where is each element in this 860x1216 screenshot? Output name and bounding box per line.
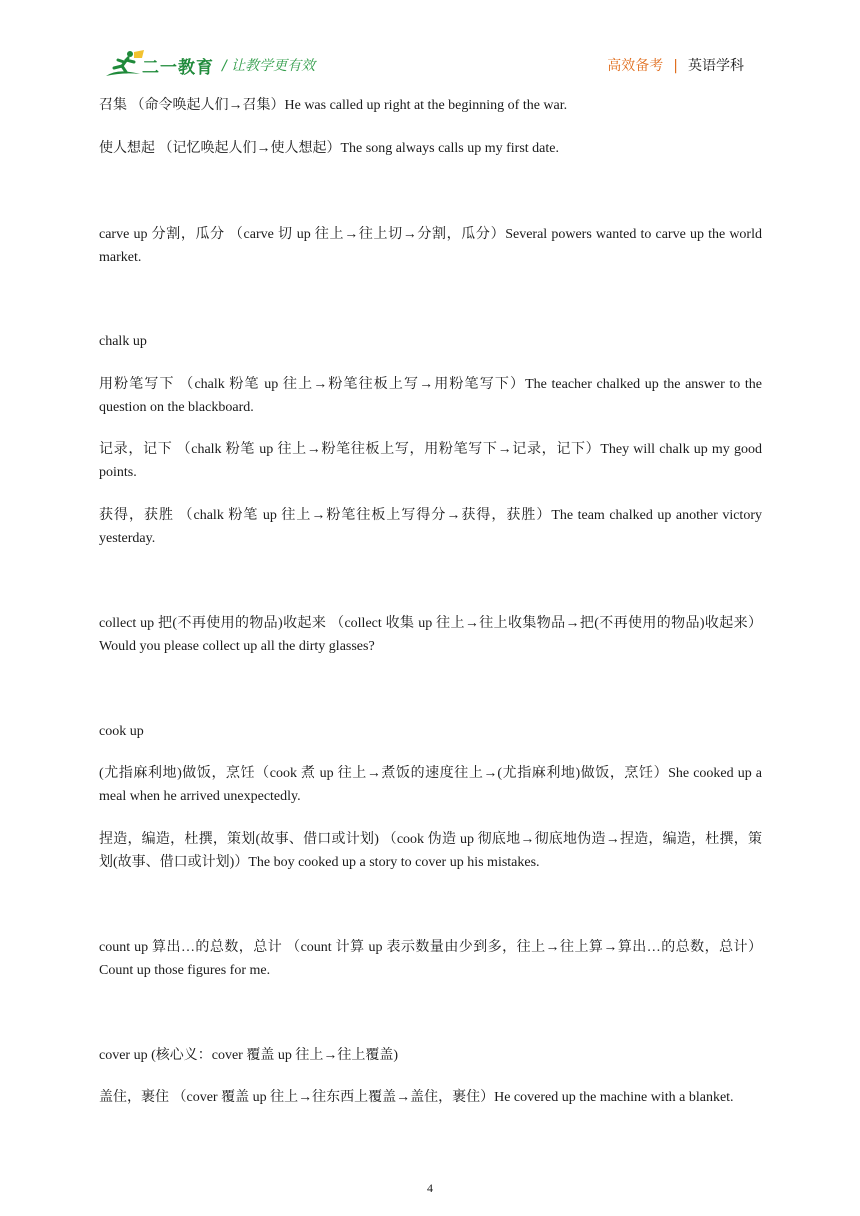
header-separator: | (673, 58, 678, 74)
paragraph: cover up (核心义：cover 覆盖 up 往上→往上覆盖) (99, 1048, 399, 1063)
brand-name: 二一教育 (142, 58, 214, 78)
paragraph: collect up 把(不再使用的物品)收起来 （collect 收集 up 往上→往上收集物品→把(不再使用的物品)收起来）Would you please collect up all the dirty glasses? (99, 616, 762, 654)
page-number: 4 (427, 1181, 433, 1195)
paragraph: 使人想起 （记忆唤起人们→使人想起）The song always calls up my first date. (99, 141, 560, 156)
paragraph: (尤指麻利地)做饭，烹饪（cook 煮 up 往上→煮饭的速度往上→(尤指麻利地)做饭，烹饪）She cooked up a meal when he arrived unexpectedly. (99, 766, 762, 804)
brand-slogan: / 让教学更有效 (222, 58, 316, 74)
page-header (0, 0, 860, 90)
paragraph: cook up (99, 724, 144, 739)
exam-label: 高效备考 (607, 58, 664, 74)
subject-label: 英语学科 (688, 58, 744, 74)
paragraph: 盖住，裹住 （cover 覆盖 up 往上→往东西上覆盖→盖住，裹住）He covered up the machine with a blanket. (99, 1090, 734, 1105)
paragraph: 记录，记下 （chalk 粉笔 up 往上→粉笔往板上写，用粉笔写下→记录，记下）They will chalk up my good points. (99, 442, 762, 480)
paragraph: 获得，获胜 （chalk 粉笔 up 往上→粉笔往板上写得分→获得，获胜）The team chalked up another victory yesterday. (99, 508, 762, 546)
paragraph: 捏造，编造，杜撰，策划(故事、借口或计划) （cook 伪造 up 彻底地→彻底地伪造→捏造，编造，杜撰，策划(故事、借口或计划)）The boy cooked up a story to cover up his mistakes. (99, 832, 762, 870)
paragraph: chalk up (99, 334, 147, 349)
paragraph: carve up 分割，瓜分 （carve 切 up 往上→往上切→分割，瓜分）Several powers wanted to carve up the world market. (99, 227, 762, 265)
paragraph: count up 算出…的总数，总计 （count 计算 up 表示数量由少到多，往上→往上算→算出…的总数，总计）Count up those figures for me. (99, 940, 762, 978)
paragraph: 用粉笔写下 （chalk 粉笔 up 往上→粉笔往板上写→用粉笔写下）The teacher chalked up the answer to the question on the blackboard. (99, 377, 762, 415)
paragraph: 召集 （命令唤起人们→召集）He was called up right at the beginning of the war. (99, 98, 568, 113)
header-right (607, 55, 744, 75)
